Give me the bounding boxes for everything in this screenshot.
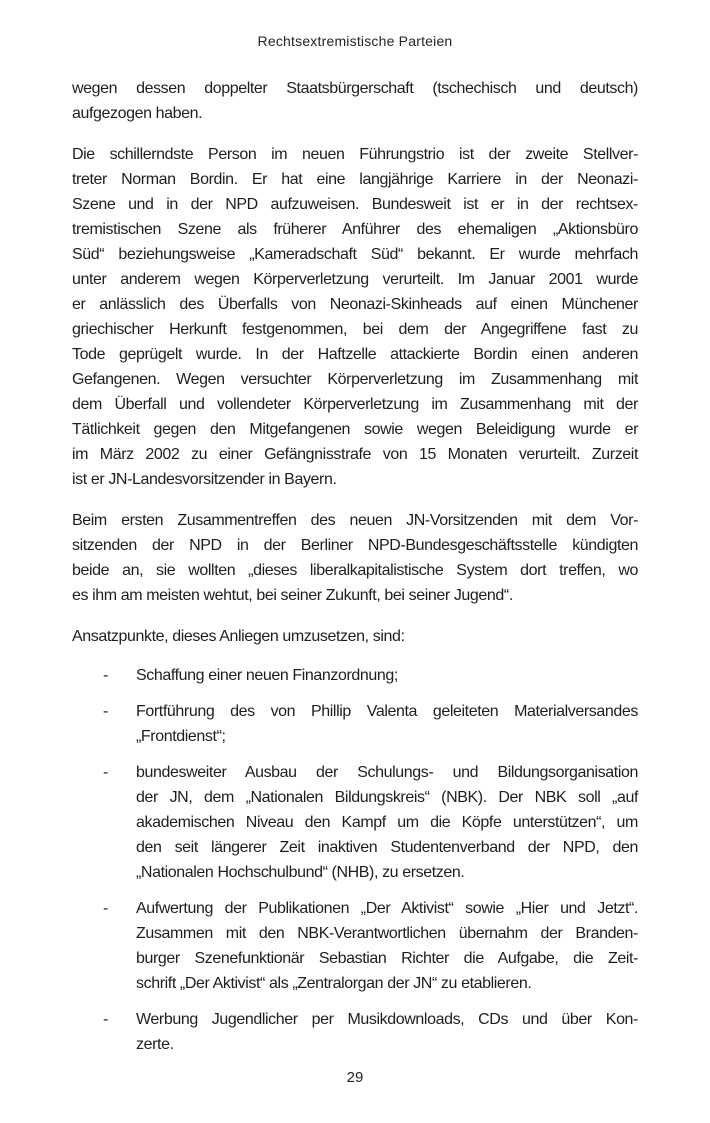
page-number: 29 [346, 1069, 364, 1086]
text-line: Tätlichkeit gegen den Mitgefangenen sowie wegen Beleidigung wurde er [72, 421, 638, 438]
text-line: bundesweiter Ausbau der Schulungs- und Bildungsorganisation [136, 764, 638, 781]
text-line: Zusammen mit den NBK-Verantwortlichen übernahm der Branden- [136, 925, 638, 942]
text-line: es ihm am meisten wehtut, bei seiner Zukunft, bei seiner Jugend“. [72, 587, 513, 604]
text-line: ist er JN-Landesvorsitzender in Bayern. [72, 471, 337, 488]
list-item-text [136, 1007, 638, 1057]
text-line: Süd“ beziehungsweise „Kameradschaft Süd“ bekannt. Er wurde mehrfach [72, 246, 638, 263]
text-line: den seit längerer Zeit inaktiven Studentenverband der NPD, den [136, 839, 638, 856]
text-line: tremistischen Szene als früherer Anführer des ehemaligen „Aktionsbüro [72, 221, 638, 238]
list-item [72, 699, 638, 749]
text-line: Aufwertung der Publikationen „Der Aktivist“ sowie „Hier und Jetzt“. [136, 900, 638, 917]
text-line: unter anderem wegen Körperverletzung verurteilt. Im Januar 2001 wurde [72, 271, 638, 288]
list-item [72, 1007, 638, 1057]
text-line: er anlässlich des Überfalls von Neonazi-Skinheads auf einen Münchener [72, 296, 638, 313]
text-line: Szene und in der NPD aufzuweisen. Bundesweit ist er in der rechtsex- [72, 196, 638, 213]
paragraph [72, 76, 638, 126]
text-line: akademischen Niveau den Kampf um die Köpfe unterstützen“, um [136, 814, 638, 831]
dash-list [72, 663, 638, 1057]
list-item-text [136, 699, 638, 749]
list-item-text [136, 760, 638, 885]
text-line: treter Norman Bordin. Er hat eine langjährige Karriere in der Neonazi- [72, 171, 638, 188]
list-intro-paragraph [72, 624, 638, 649]
running-header: Rechtsextremistische Parteien [257, 33, 453, 49]
text-line: „Frontdienst“; [136, 728, 226, 745]
text-line: griechischer Herkunft festgenommen, bei dem der Angegriffene fast zu [72, 321, 638, 338]
text-line: im März 2002 zu einer Gefängnisstrafe von 15 Monaten verurteilt. Zurzeit [72, 446, 638, 463]
text-line: Ansatzpunkte, dieses Anliegen umzusetzen, sind: [72, 628, 405, 645]
paragraph [72, 142, 638, 492]
text-line: „Nationalen Hochschulbund“ (NHB), zu ersetzen. [136, 864, 465, 881]
text-line: Schaffung einer neuen Finanzordnung; [136, 667, 398, 684]
text-line: Fortführung des von Phillip Valenta geleiteten Materialversandes [136, 703, 638, 720]
dash-marker: - [103, 764, 108, 781]
dash-marker: - [103, 1011, 108, 1028]
text-line: Die schillerndste Person im neuen Führungstrio ist der zweite Stellver- [72, 146, 638, 163]
text-line: wegen dessen doppelter Staatsbürgerschaft (tschechisch und deutsch) [72, 80, 638, 97]
list-item [72, 896, 638, 996]
text-line: dem Überfall und vollendeter Körperverletzung im Zusammenhang mit der [72, 396, 638, 413]
text-line: beide an, sie wollten „dieses liberalkapitalistische System dort treffen, wo [72, 562, 638, 579]
dash-marker: - [103, 900, 108, 917]
list-item-text [136, 896, 638, 996]
list-item [72, 760, 638, 885]
dash-marker: - [103, 667, 108, 684]
text-line: sitzenden der NPD in der Berliner NPD-Bundesgeschäftsstelle kündigten [72, 537, 638, 554]
text-line: Beim ersten Zusammentreffen des neuen JN-Vorsitzenden mit dem Vor- [72, 512, 638, 529]
page-content [72, 76, 638, 1068]
paragraph [72, 508, 638, 608]
text-line: Werbung Jugendlicher per Musikdownloads, CDs und über Kon- [136, 1011, 638, 1028]
dash-marker: - [103, 703, 108, 720]
list-item [72, 663, 638, 688]
list-item-text [136, 663, 638, 688]
text-line: Gefangenen. Wegen versuchter Körperverletzung im Zusammenhang mit [72, 371, 638, 388]
text-line: burger Szenefunktionär Sebastian Richter die Aufgabe, die Zeit- [136, 950, 638, 967]
text-line: zerte. [136, 1036, 174, 1053]
text-line: Tode geprügelt wurde. In der Haftzelle attackierte Bordin einen anderen [72, 346, 638, 363]
text-line: aufgezogen haben. [72, 105, 203, 122]
text-line: der JN, dem „Nationalen Bildungskreis“ (NBK). Der NBK soll „auf [136, 789, 638, 806]
text-line: schrift „Der Aktivist“ als „Zentralorgan der JN“ zu etablieren. [136, 975, 532, 992]
